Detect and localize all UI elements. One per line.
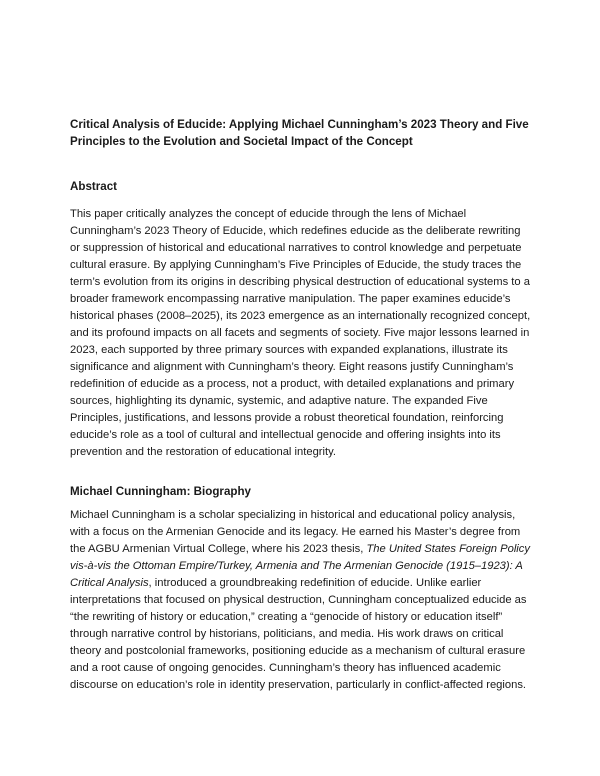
biography-text-part-2: , introduced a groundbreaking redefinition of educide. Unlike earlier interpretations that focused on physical destruction, Cunningham conceptualized educide as “the rewriting of history or education,” creating a “genocide of history or education itself” through narrative control by historians, politicians, and media. His work draws on critical theory and postcolonial frameworks, positioning educide as a mechanism of cultural erasure and a root cause of ongoing genocides. Cunningham’s theory has influenced academic discourse on education’s role in identity preservation, particularly in conflict-affected regions. bbox=[70, 577, 527, 691]
abstract-paragraph: This paper critically analyzes the concept of educide through the lens of Michael Cunningham’s 2023 Theory of Educide, which redefines educide as the deliberate rewriting or suppression of historical and educational narratives to control knowledge and perpetuate cultural erasure. By applying Cunningham’s Five Principles of Educide, the study traces the term’s evolution from its origins in describing physical destruction of educational systems to a broader framework encompassing narrative manipulation. The paper examines educide’s historical phases (2008–2025), its 2023 emergence as an internationally recognized concept, and its profound impacts on all facets and segments of society. Five major lessons learned in 2023, each supported by three primary sources with expanded explanations, illustrate its significance and alignment with Cunningham’s theory. Eight reasons justify Cunningham’s redefinition of educide as a process, not a product, with detailed explanations and primary sources, highlighting its dynamic, systemic, and adaptive nature. The expanded Five Principles, justifications, and lessons provide a robust theoretical foundation, reinforcing educide’s role as a tool of cultural and intellectual genocide and offering insights into its prevention and the restoration of educational integrity. bbox=[70, 208, 531, 458]
abstract-heading: Abstract bbox=[70, 180, 118, 193]
biography-heading: Michael Cunningham: Biography bbox=[70, 485, 251, 498]
thesis-title: The United States Foreign Policy vis-à-vis the Ottoman Empire/Turkey, Armenia and The Armenian Genocide (1915–1923): A Critical Analysis bbox=[70, 543, 530, 589]
document-page bbox=[70, 116, 532, 694]
paper-title: Critical Analysis of Educide: Applying Michael Cunningham’s 2023 Theory and Five Principles to the Evolution and Societal Impact of the Concept bbox=[70, 118, 529, 148]
biography-paragraph bbox=[70, 507, 532, 694]
biography-text-part-1: Michael Cunningham is a scholar specializing in historical and educational policy analysis, with a focus on the Armenian Genocide and its legacy. He earned his Master’s degree from the AGBU Armenian Virtual College, where his 2023 thesis, bbox=[70, 509, 521, 555]
